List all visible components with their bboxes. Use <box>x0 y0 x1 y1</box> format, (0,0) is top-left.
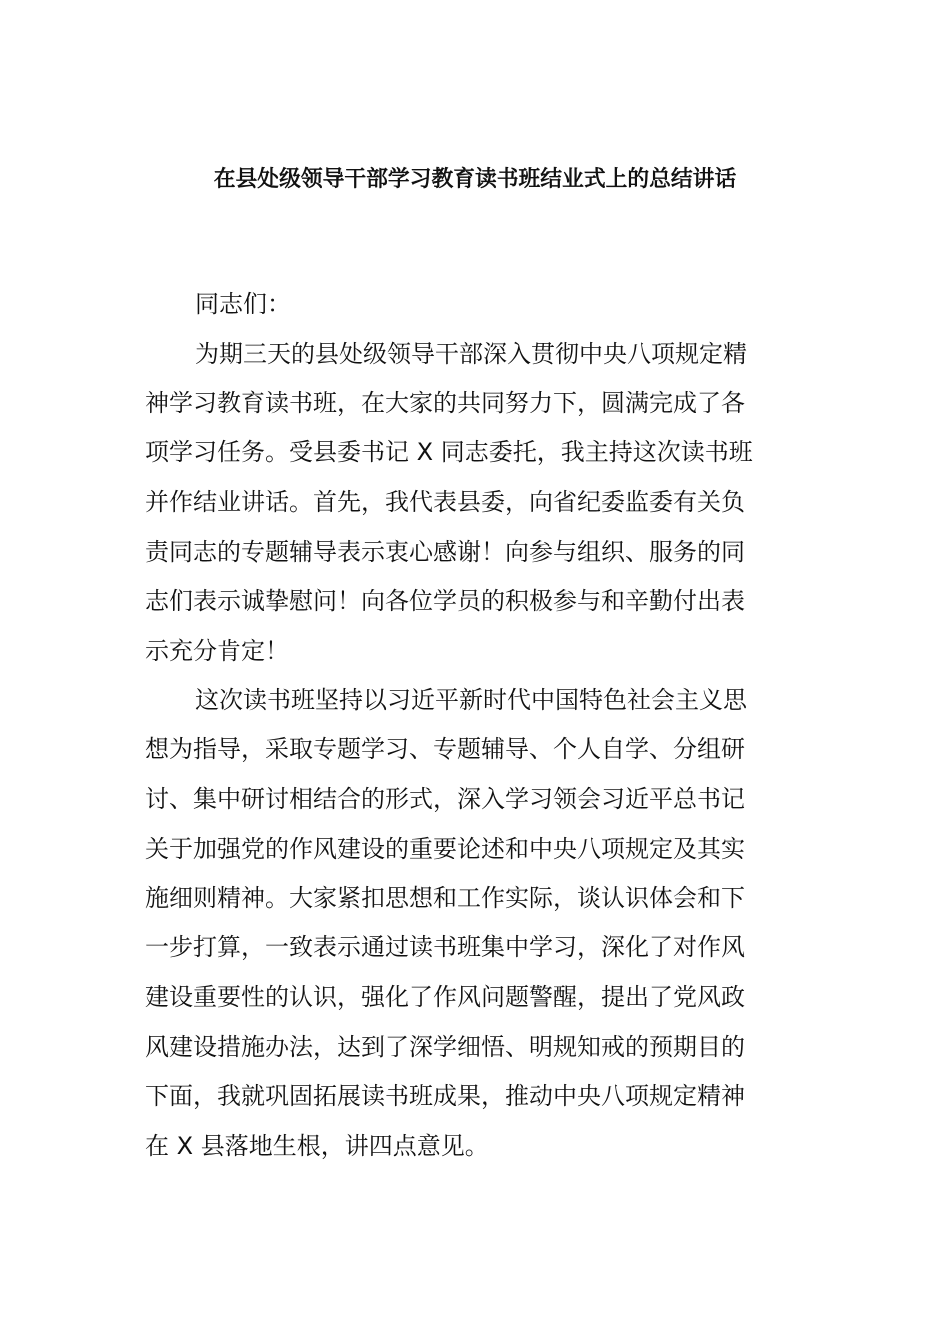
body-line: 为期三天的县处级领导干部深入贯彻中央八项规定精 <box>195 340 747 368</box>
body-line: 示充分肯定！ <box>145 637 289 665</box>
body-line: 施细则精神。大家紧扣思想和工作实际，谈认识体会和下 <box>145 884 745 912</box>
salutation: 同志们： <box>195 290 291 318</box>
document-title: 在县处级领导干部学习教育读书班结业式上的总结讲话 <box>213 167 737 192</box>
body-line: 想为指导，采取专题学习、专题辅导、个人自学、分组研 <box>145 735 745 763</box>
body-line: 责同志的专题辅导表示衷心感谢！向参与组织、服务的同 <box>145 538 745 566</box>
body-line: 神学习教育读书班，在大家的共同努力下，圆满完成了各 <box>145 389 745 417</box>
body-line: 这次读书班坚持以习近平新时代中国特色社会主义思 <box>195 686 747 714</box>
body-line: 关于加强党的作风建设的重要论述和中央八项规定及其实 <box>145 835 745 863</box>
body-line: 一步打算，一致表示通过读书班集中学习，深化了对作风 <box>145 933 745 961</box>
body-line: 项学习任务。受县委书记 X 同志委托，我主持这次读书班 <box>145 438 753 466</box>
body-line: 志们表示诚挚慰问！向各位学员的积极参与和辛勤付出表 <box>145 587 745 615</box>
body-line: 并作结业讲话。首先，我代表县委，向省纪委监委有关负 <box>145 488 745 516</box>
body-line: 下面，我就巩固拓展读书班成果，推动中央八项规定精神 <box>145 1082 745 1110</box>
body-line: 在 X 县落地生根，讲四点意见。 <box>145 1132 489 1160</box>
body-line: 讨、集中研讨相结合的形式，深入学习领会习近平总书记 <box>145 785 745 813</box>
body-line: 建设重要性的认识，强化了作风问题警醒，提出了党风政 <box>145 983 745 1011</box>
body-line: 风建设措施办法，达到了深学细悟、明规知戒的预期目的 <box>145 1033 745 1061</box>
